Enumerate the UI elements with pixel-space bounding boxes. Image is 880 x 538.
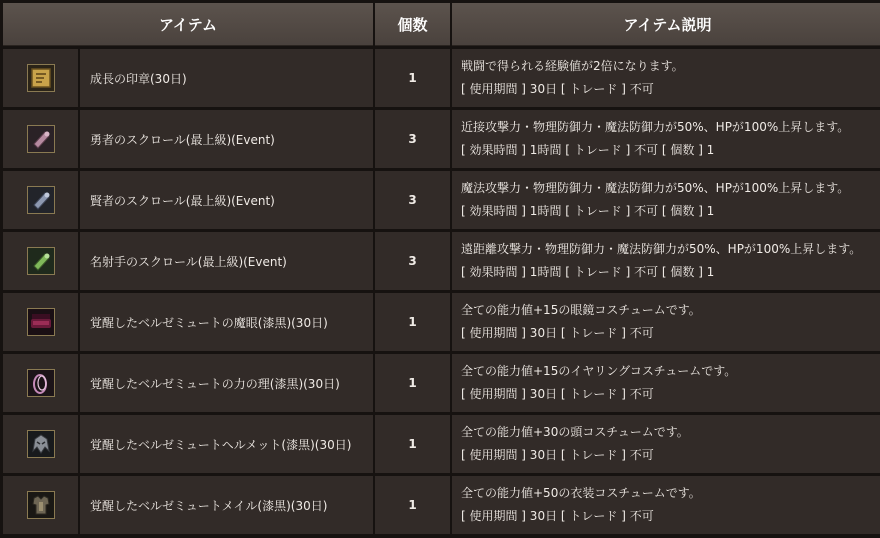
item-name: 成長の印章(30日) [80, 49, 373, 107]
item-desc-terms: [ 使用期間 ] 30日 [ トレード ] 不可 [461, 387, 654, 401]
item-desc-terms: [ 効果時間 ] 1時間 [ トレード ] 不可 [ 個数 ] 1 [461, 204, 715, 218]
table-row-icon-cell [3, 110, 78, 168]
item-desc [452, 293, 880, 351]
earring-icon [27, 369, 55, 397]
item-desc [452, 476, 880, 534]
item-desc-terms: [ 使用期間 ] 30日 [ トレード ] 不可 [461, 509, 654, 523]
item-desc-terms: [ 効果時間 ] 1時間 [ トレード ] 不可 [ 個数 ] 1 [461, 265, 715, 279]
item-desc-line: 戦闘で得られる経験値が2倍になります。 [461, 59, 684, 73]
item-desc [452, 49, 880, 107]
item-desc-terms: [ 使用期間 ] 30日 [ トレード ] 不可 [461, 326, 654, 340]
item-desc-line: 遠距離攻撃力・物理防御力・魔法防御力が50%、HPが100%上昇します。 [461, 242, 862, 256]
table-row-icon-cell [3, 354, 78, 412]
seal-icon [27, 64, 55, 92]
scroll-icon [27, 247, 55, 275]
item-desc [452, 110, 880, 168]
item-desc-line: 全ての能力値+50の衣装コスチュームです。 [461, 486, 701, 500]
item-desc-line: 全ての能力値+15の眼鏡コスチュームです。 [461, 303, 701, 317]
item-qty: 1 [375, 354, 450, 412]
helmet-icon [27, 430, 55, 458]
item-qty: 1 [375, 293, 450, 351]
header-item: アイテム [3, 3, 373, 46]
item-name: 覚醒したベルゼミュートの魔眼(漆黒)(30日) [80, 293, 373, 351]
item-desc [452, 354, 880, 412]
header-desc: アイテム説明 [452, 3, 880, 46]
table-row-icon-cell [3, 49, 78, 107]
table-row-icon-cell [3, 171, 78, 229]
item-name: 覚醒したベルゼミュートの力の理(漆黒)(30日) [80, 354, 373, 412]
item-qty: 3 [375, 232, 450, 290]
item-qty: 3 [375, 110, 450, 168]
item-name: 賢者のスクロール(最上級)(Event) [80, 171, 373, 229]
item-qty: 1 [375, 476, 450, 534]
item-desc-line: 魔法攻撃力・物理防御力・魔法防御力が50%、HPが100%上昇します。 [461, 181, 850, 195]
header-qty: 個数 [375, 3, 450, 46]
item-name: 覚醒したベルゼミュートヘルメット(漆黒)(30日) [80, 415, 373, 473]
table-row-icon-cell [3, 415, 78, 473]
item-name: 覚醒したベルゼミュートメイル(漆黒)(30日) [80, 476, 373, 534]
item-name: 名射手のスクロール(最上級)(Event) [80, 232, 373, 290]
armor-icon [27, 491, 55, 519]
item-desc-line: 全ての能力値+15のイヤリングコスチュームです。 [461, 364, 737, 378]
item-desc-line: 全ての能力値+30の頭コスチュームです。 [461, 425, 689, 439]
table-row-icon-cell [3, 293, 78, 351]
item-desc [452, 232, 880, 290]
scroll-icon [27, 186, 55, 214]
item-desc [452, 415, 880, 473]
item-qty: 1 [375, 49, 450, 107]
item-desc-terms: [ 使用期間 ] 30日 [ トレード ] 不可 [461, 448, 654, 462]
item-qty: 3 [375, 171, 450, 229]
item-desc-terms: [ 効果時間 ] 1時間 [ トレード ] 不可 [ 個数 ] 1 [461, 143, 715, 157]
item-qty: 1 [375, 415, 450, 473]
table-row-icon-cell [3, 232, 78, 290]
table-row-icon-cell [3, 476, 78, 534]
item-desc-line: 近接攻撃力・物理防御力・魔法防御力が50%、HPが100%上昇します。 [461, 120, 850, 134]
goggles-icon [27, 308, 55, 336]
item-desc-terms: [ 使用期間 ] 30日 [ トレード ] 不可 [461, 82, 654, 96]
scroll-icon [27, 125, 55, 153]
item-name: 勇者のスクロール(最上級)(Event) [80, 110, 373, 168]
item-desc [452, 171, 880, 229]
